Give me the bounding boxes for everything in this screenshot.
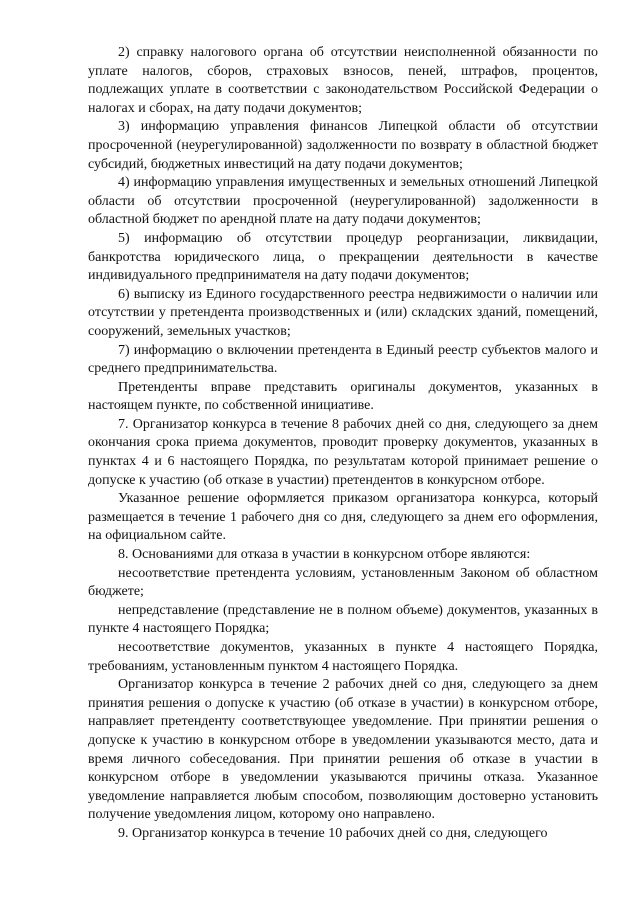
paragraph-section-7: 7. Организатор конкурса в течение 8 рабочих дней со дня, следующего за днем окончания срока приема документов, проводит проверку документов, указанных в пунктах 4 и 6 настоящего Порядка, по результатам которой принимает решение о допуске к участию (об отказе в участии) претендентов в конкурсном отборе. [88,416,598,488]
paragraph-refusal-reason-3: несоответствие документов, указанных в пункте 4 настоящего Порядка, требованиям, установленным пунктом 4 настоящего Порядка. [88,640,598,674]
paragraph-section-9: 9. Организатор конкурса в течение 10 рабочих дней со дня, следующего [118,825,548,841]
paragraph-notification: Организатор конкурса в течение 2 рабочих дней со дня, следующего за днем принятия решения о допуске к участию (об отказе в участии) в конкурсном отборе, направляет претенденту соответствующее уведомление. При принятии решения о допуске к участию в конкурсном отборе в уведомлении указываются место, дата и время личного собеседования. При принятии решения об отказе в участии в конкурсном отборе в уведомлении указываются причины отказа. Указанное уведомление направляется любым способом, позволяющим достоверно установить получение уведомления лицом, которому оно направлено. [88,677,598,823]
paragraph-item-2-tax-certificate: 2) справку налогового органа об отсутствии неисполненной обязанности по уплате налогов, сборов, страховых взносов, пеней, штрафов, процентов, подлежащих уплате в соответствии с законодательством Российской Федерации о налогах и сборах, на дату подачи документов; [88,45,598,116]
paragraph-section-8: 8. Основаниями для отказа в участии в конкурсном отборе являются: [118,547,531,563]
paragraph-refusal-reason-2: непредставление (представление не в полном объеме) документов, указанных в пункте 4 настоящего Порядка; [88,602,598,637]
paragraph-item-7-sme-registry: 7) информацию о включении претендента в Единый реестр субъектов малого и среднего предпринимательства. [88,342,598,377]
paragraph-item-4-property-info: 4) информацию управления имущественных и земельных отношений Липецкой области об отсутствии просроченной (неурегулированной) задолженности в областной бюджет по арендной плате на дату подачи документов; [88,175,598,228]
paragraph-item-3-finance-info: 3) информацию управления финансов Липецкой области об отсутствии просроченной (неурегулированной) задолженности по возврату в областной бюджет субсидий, бюджетных инвестиций на дату подачи документов; [88,119,598,172]
paragraph-originals-note: Претенденты вправе представить оригиналы документов, указанных в настоящем пункте, по собственной инициативе. [88,379,598,414]
paragraph-decision-order: Указанное решение оформляется приказом организатора конкурса, который размещается в течение 1 рабочего дня со дня, следующего за днем его оформления, на официальном сайте. [88,491,598,544]
paragraph-item-6-registry-extract: 6) выписку из Единого государственного реестра недвижимости о наличии или отсутствии у претендента производственных и (или) складских зданий, помещений, сооружений, земельных участков; [88,286,598,339]
paragraph-refusal-reason-1: несоответствие претендента условиям, установленным Законом об областном бюджете; [88,565,598,600]
paragraph-item-5-reorganization-info: 5) информацию об отсутствии процедур реорганизации, ликвидации, банкротства юридического лица, о прекращении деятельности в качестве индивидуального предпринимателя на дату подачи документов; [88,230,598,284]
